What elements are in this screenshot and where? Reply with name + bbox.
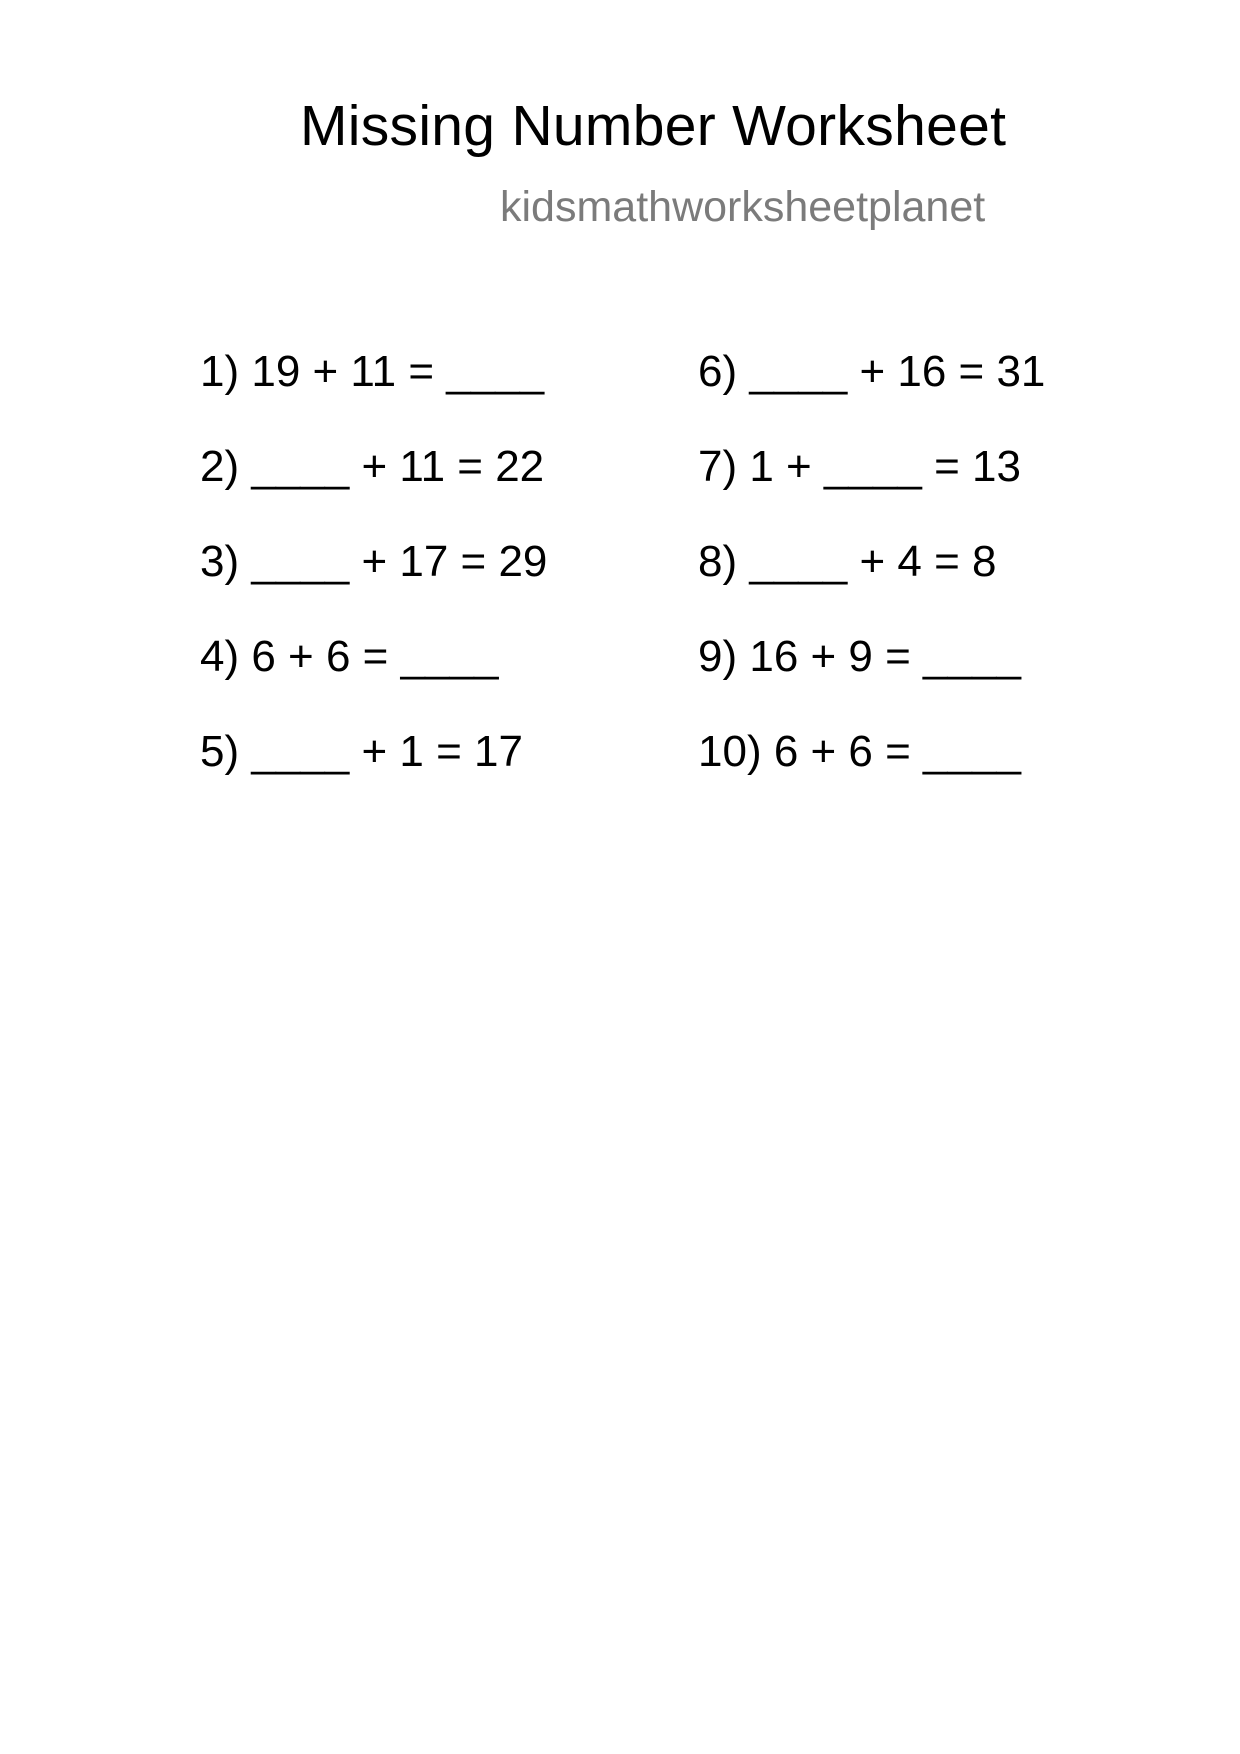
problem-6: 6) ____ + 16 = 31 [698, 347, 1046, 396]
problem-9: 9) 16 + 9 = ____ [698, 632, 1021, 681]
worksheet-subtitle: kidsmathworksheetplanet [500, 183, 986, 231]
problem-10: 10) 6 + 6 = ____ [698, 727, 1021, 776]
problems-right-column [698, 347, 1046, 825]
problem-5: 5) ____ + 1 = 17 [200, 727, 523, 776]
problems-left-column [200, 347, 548, 825]
problem-7: 7) 1 + ____ = 13 [698, 442, 1021, 491]
problem-3: 3) ____ + 17 = 29 [200, 537, 548, 586]
problem-4: 4) 6 + 6 = ____ [200, 632, 499, 681]
problem-2: 2) ____ + 11 = 22 [200, 442, 545, 491]
problem-8: 8) ____ + 4 = 8 [698, 537, 997, 586]
problem-1: 1) 19 + 11 = ____ [200, 347, 545, 396]
worksheet-title: Missing Number Worksheet [300, 94, 1007, 158]
